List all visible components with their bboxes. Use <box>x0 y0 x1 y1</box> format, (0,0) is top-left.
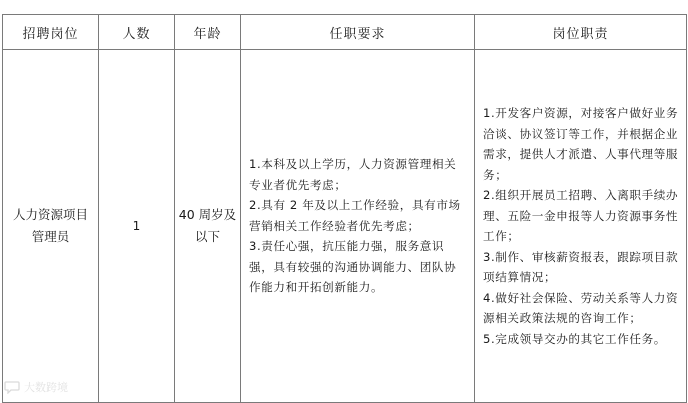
cell-requirements <box>241 50 475 403</box>
header-age: 年龄 <box>175 15 241 50</box>
duty-item-5: 5.完成领导交办的其它工作任务。 <box>483 331 666 346</box>
watermark-text: 大数跨境 <box>24 381 68 394</box>
duty-item-3: 3.制作、审核薪资报表，跟踪项目款项结算情况； <box>483 249 679 284</box>
cell-age: 40 周岁及以下 <box>175 50 241 403</box>
requirements-list <box>241 154 474 298</box>
header-row <box>3 15 687 50</box>
header-requirements: 任职要求 <box>241 15 475 50</box>
duties-list <box>475 103 686 349</box>
cell-duties <box>475 50 687 403</box>
chat-bubble-logo-icon <box>4 380 20 394</box>
requirement-item-2: 2.具有 2 年及以上工作经验，具有市场营销相关工作经验者优先考虑； <box>249 198 461 233</box>
header-position: 招聘岗位 <box>3 15 99 50</box>
duty-item-2: 2.组织开展员工招聘、入离职手续办理、五险一金申报等人力资源事务性工作； <box>483 188 679 243</box>
duty-item-4: 4.做好社会保险、劳动关系等人力资源相关政策法规的咨询工作； <box>483 290 679 325</box>
header-duties: 岗位职责 <box>475 15 687 50</box>
duty-item-1: 1.开发客户资源，对接客户做好业务洽谈、协议签订等工作，并根据企业需求，提供人才派遣、人事代理等服务； <box>483 106 679 182</box>
cell-position: 人力资源项目管理员 <box>3 50 99 403</box>
cell-count: 1 <box>99 50 175 403</box>
header-count: 人数 <box>99 15 175 50</box>
job-posting-table <box>2 14 687 403</box>
requirement-item-3: 3.责任心强，抗压能力强，服务意识强，具有较强的沟通协调能力、团队协作能力和开拓创新能力。 <box>249 239 457 295</box>
table-row <box>3 50 687 403</box>
requirement-item-1: 1.本科及以上学历，人力资源管理相关专业者优先考虑； <box>249 157 457 192</box>
watermark <box>4 378 96 398</box>
